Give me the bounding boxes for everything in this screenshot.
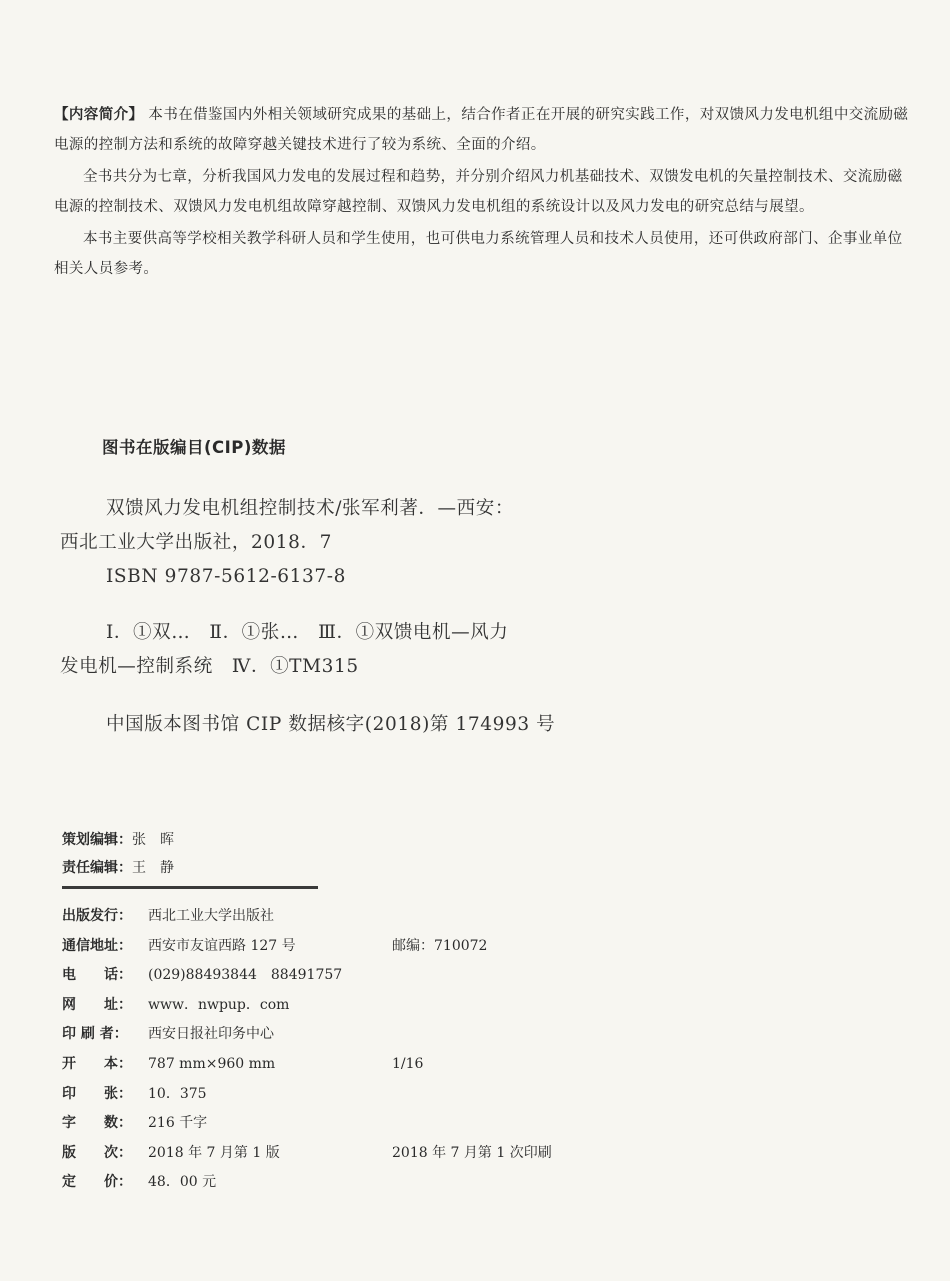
pub-row-price bbox=[62, 1168, 662, 1198]
phone-label: 电 话： bbox=[62, 967, 132, 984]
cip-title: 图书在版编目(CIP)数据 bbox=[102, 438, 286, 457]
divider-rule bbox=[62, 886, 318, 889]
cip-data bbox=[60, 492, 620, 742]
publisher-value: 西北工业大学出版社 bbox=[148, 908, 274, 924]
edition-label: 版 次： bbox=[62, 1144, 132, 1161]
address-label: 通信地址： bbox=[62, 937, 132, 954]
cip-line-classification-cont: 发电机—控制系统 Ⅳ．①TM315 bbox=[60, 656, 359, 677]
editors-block bbox=[62, 826, 174, 882]
edition-value: 2018 年 7 月第 1 版 bbox=[148, 1144, 280, 1161]
planning-editor bbox=[62, 826, 174, 854]
summary-paragraph-2: 全书共分为七章，分析我国风力发电的发展过程和趋势，并分别介绍风力机基础技术、双馈发电机的矢量控制技术、交流励磁电源的控制技术、双馈风力发电机组故障穿越控制、双馈风力发电机组的系统设计以及风力发电的研究总结与展望。 bbox=[54, 169, 903, 215]
words-value: 216 千字 bbox=[148, 1115, 208, 1132]
format-fraction: 1/16 bbox=[392, 1055, 424, 1072]
price-value: 48．00 元 bbox=[148, 1174, 217, 1191]
printer-label: 印 刷 者： bbox=[62, 1026, 128, 1043]
cip-line-isbn: ISBN 9787-5612-6137-8 bbox=[106, 566, 347, 587]
pub-row-words bbox=[62, 1109, 662, 1139]
cip-line-publisher: 西北工业大学出版社，2018．7 bbox=[60, 532, 332, 553]
format-value: 787 mm×960 mm bbox=[148, 1055, 276, 1072]
cip-line-title: 双馈风力发电机组控制技术/张军利著．—西安： bbox=[106, 498, 514, 519]
printer-value: 西安日报社印务中心 bbox=[148, 1026, 274, 1043]
sheets-value: 10．375 bbox=[148, 1085, 207, 1102]
phone-value: (029)88493844 88491757 bbox=[148, 967, 343, 984]
pub-row-printer bbox=[62, 1020, 662, 1050]
printing-value: 2018 年 7 月第 1 次印刷 bbox=[392, 1144, 552, 1161]
summary-paragraph-3: 本书主要供高等学校相关教学科研人员和学生使用，也可供电力系统管理人员和技术人员使用，还可供政府部门、企事业单位相关人员参考。 bbox=[54, 231, 903, 277]
format-label: 开 本： bbox=[62, 1055, 132, 1072]
responsible-editor bbox=[62, 854, 174, 882]
content-summary bbox=[54, 100, 912, 286]
summary-label: 【内容简介】 bbox=[54, 107, 144, 123]
responsible-editor-name: 王 静 bbox=[132, 860, 174, 876]
pub-row-web bbox=[62, 991, 662, 1021]
publication-info bbox=[62, 902, 662, 1198]
address-value: 西安市友谊西路 127 号 bbox=[148, 937, 296, 954]
pub-row-format bbox=[62, 1050, 662, 1080]
planning-editor-label: 策划编辑： bbox=[62, 832, 132, 848]
cip-line-classification: Ⅰ．①双… Ⅱ．①张… Ⅲ．①双馈电机—风力 bbox=[106, 622, 509, 643]
planning-editor-name: 张 晖 bbox=[132, 832, 174, 848]
cip-line-record-number: 中国版本图书馆 CIP 数据核字(2018)第 174993 号 bbox=[106, 714, 556, 735]
postcode: 邮编：710072 bbox=[392, 937, 488, 954]
pub-row-edition bbox=[62, 1139, 662, 1169]
sheets-label: 印 张： bbox=[62, 1085, 132, 1102]
publisher-label: 出版发行： bbox=[62, 908, 132, 924]
summary-paragraph-1 bbox=[54, 100, 912, 160]
website-label: 网 址： bbox=[62, 996, 132, 1013]
price-label: 定 价： bbox=[62, 1174, 132, 1191]
pub-row-publisher bbox=[62, 902, 662, 932]
website-value: www．nwpup．com bbox=[148, 996, 290, 1013]
responsible-editor-label: 责任编辑： bbox=[62, 860, 132, 876]
words-label: 字 数： bbox=[62, 1115, 132, 1132]
pub-row-sheets bbox=[62, 1080, 662, 1110]
pub-row-phone bbox=[62, 961, 662, 991]
pub-row-address bbox=[62, 932, 662, 962]
summary-text-1: 本书在借鉴国内外相关领域研究成果的基础上，结合作者正在开展的研究实践工作，对双馈风力发电机组中交流励磁电源的控制方法和系统的故障穿越关键技术进行了较为系统、全面的介绍。 bbox=[54, 107, 909, 153]
